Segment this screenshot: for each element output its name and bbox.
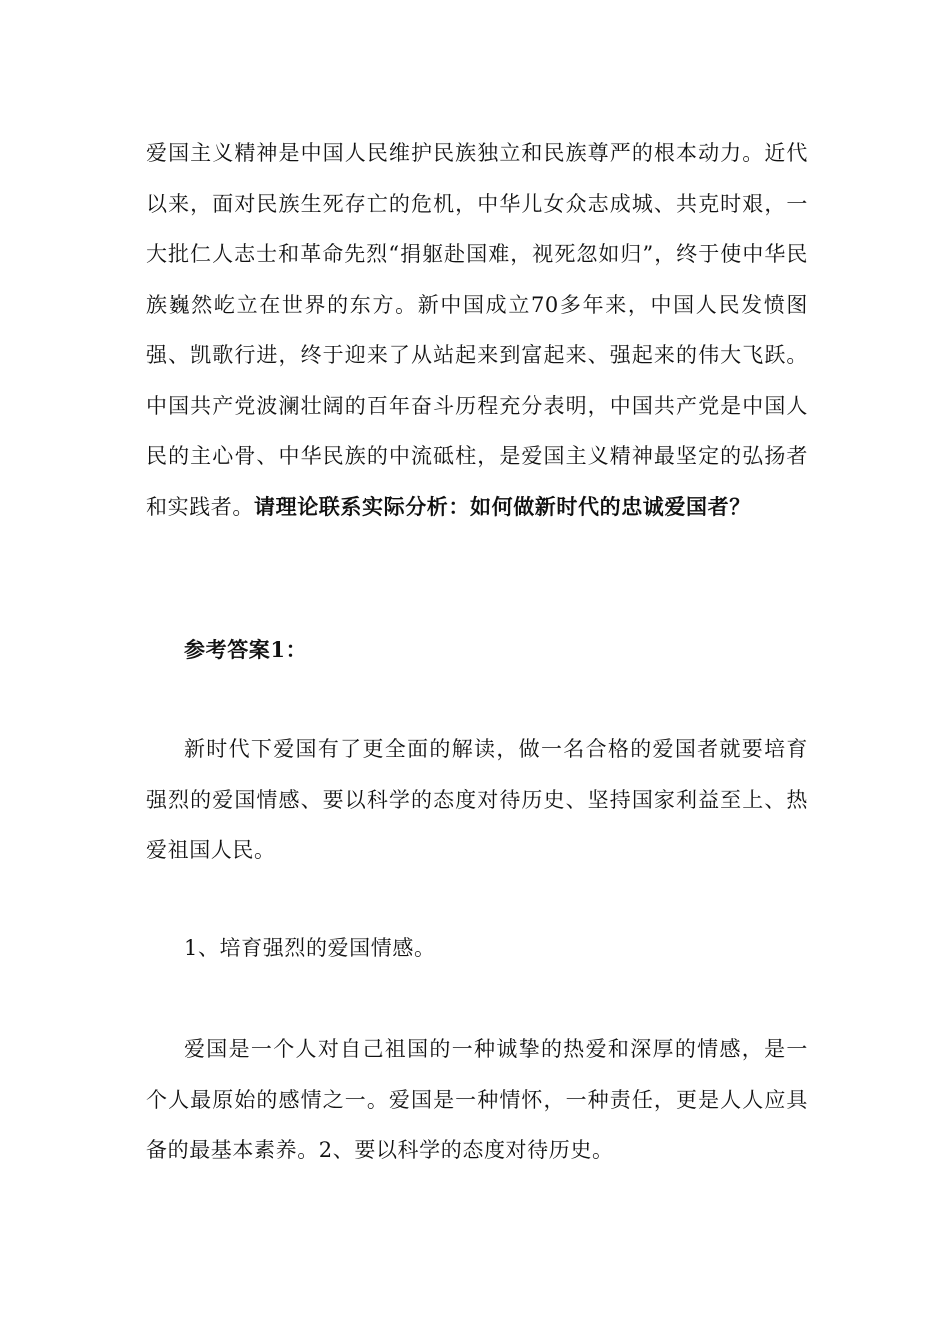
answer-point-1: 1、培育强烈的爱国情感。 [184, 936, 436, 960]
answer-paragraph-1: 新时代下爱国有了更全面的解读，做一名合格的爱国者就要培育强烈的爱国情感、要以科学的态度对待历史、坚持国家利益至上、热爱祖国人民。 [146, 737, 808, 862]
question-text: 请理论联系实际分析：如何做新时代的忠诚爱国者？ [254, 493, 751, 519]
answer-heading: 参考答案1： [184, 637, 308, 662]
intro-text: 爱国主义精神是中国人民维护民族独立和民族尊严的根本动力。近代以来，面对民族生死存亡的危机，中华儿女众志成城、共克时艰，一大批仁人志士和革命先烈“捐躯赴国难，视死忽如归”，终于使中华民族巍然屹立在世界的东方。新中国成立70多年来，中国人民发愤图强、凯歌行进，终于迎来了从站起来到富起来、强起来的伟大飞跃。中国共产党波澜壮阔的百年奋斗历程充分表明，中国共产党是中国人民的主心骨、中华民族的中流砥柱，是爱国主义精神最坚定的弘扬者和实践者。 [146, 141, 808, 519]
intro-paragraph [146, 128, 808, 532]
answer-paragraph-2: 爱国是一个人对自己祖国的一种诚挚的热爱和深厚的情感，是一个人最原始的感情之一。爱国是一种情怀，一种责任，更是人人应具备的最基本素养。2、要以科学的态度对待历史。 [146, 1037, 808, 1162]
